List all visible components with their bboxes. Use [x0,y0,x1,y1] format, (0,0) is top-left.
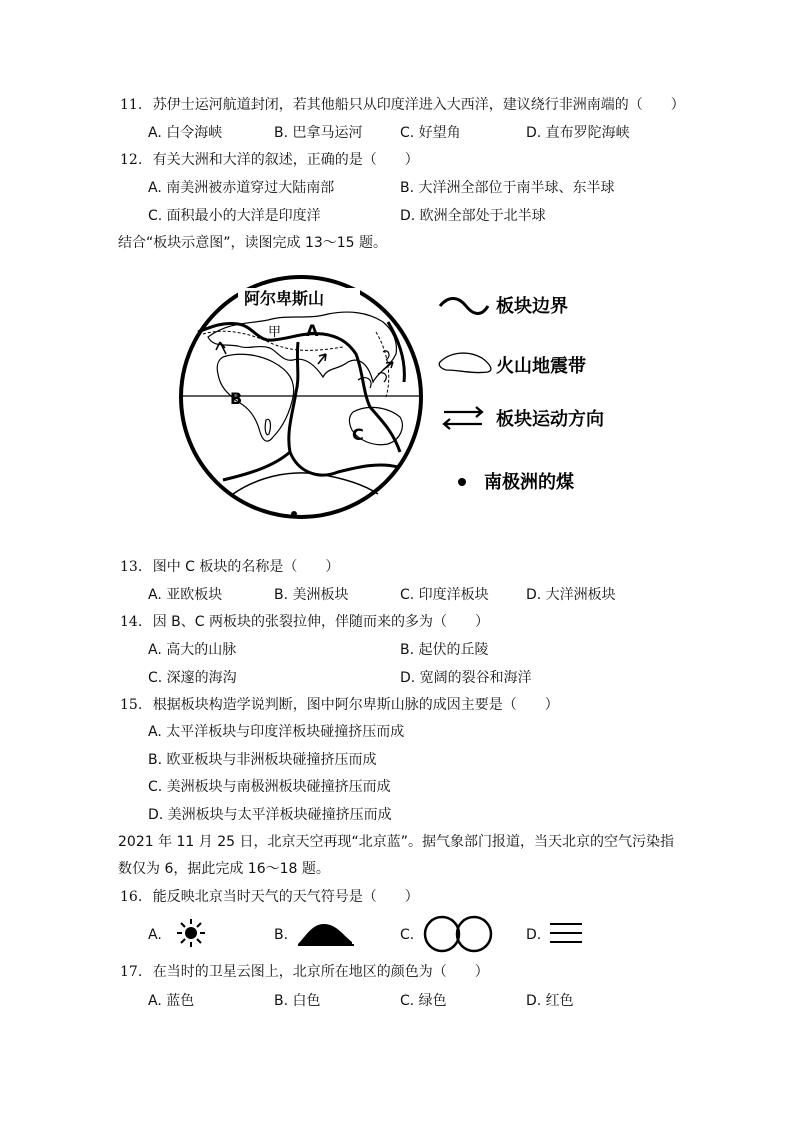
q17-option-b[interactable]: B. 白色 [274,993,321,1009]
q14-option-b[interactable]: B. 起伏的丘陵 [400,642,489,658]
label-a: A [306,321,319,340]
q16-option-d[interactable] [526,926,541,944]
q16-stem [120,888,419,906]
q11-option-d[interactable]: D. 直布罗陀海峡 [526,125,630,141]
q14-stem [120,613,489,631]
sandstorm-icon [296,920,356,948]
legend-arrow-left [444,419,482,429]
q14-option-a[interactable]: A. 高大的山脉 [148,642,237,658]
q16-option-a[interactable] [148,926,162,944]
q12-text: 有关大洲和大洋的叙述，正确的是（ ） [152,152,419,168]
legend-arrow-right [444,407,482,417]
q15-option-a[interactable]: A. 太平洋板块与印度洋板块碰撞挤压而成 [148,724,405,740]
legend-volcano-label: 火山地震带 [496,356,586,377]
q17-stem [120,963,489,981]
q11-option-c[interactable]: C. 好望角 [400,125,461,141]
q17-number: 17. [120,964,143,980]
q15-text: 根据板块构造学说判断，图中阿尔卑斯山脉的成因主要是（ ） [152,697,559,713]
q16-number: 16. [120,889,143,905]
q13-number: 13. [120,559,143,575]
q15-option-c[interactable]: C. 美洲板块与南极洲板块碰撞挤压而成 [148,779,391,795]
q11-number: 11. [120,97,143,113]
q17-option-c[interactable]: C. 绿色 [400,993,447,1009]
q16-option-b[interactable] [274,926,288,944]
q14-option-d[interactable]: D. 宽阔的裂谷和海洋 [400,670,532,686]
legend-volcano-symbol [439,353,491,372]
q16-text: 能反映北京当时天气的天气符号是（ ） [152,889,419,905]
q13-text: 图中 C 板块的名称是（ ） [152,559,340,575]
label-b: B [230,389,243,408]
q17-option-d[interactable]: D. 红色 [526,993,574,1009]
q16-option-c[interactable] [400,926,414,944]
intro-16-18-line2: 数仅为 6，据此完成 16～18 题。 [118,861,330,877]
plate-map-svg [178,262,638,532]
legend-boundary-symbol [440,299,488,314]
q11-text: 苏伊士运河航道封闭，若其他船只从印度洋进入大西洋，建议绕行非洲南端的（ ） [152,97,685,113]
q13-option-d[interactable]: D. 大洋洲板块 [526,587,616,603]
globe-outline [181,277,421,517]
label-jia: 甲 [268,325,282,340]
plate-map-figure [178,262,638,532]
fog-icon [548,920,584,946]
q16-option-a-label: A. [148,927,162,943]
legend-motion-label: 板块运动方向 [496,409,604,430]
q16-option-b-label: B. [274,927,289,943]
q17-option-a[interactable]: A. 蓝色 [148,993,195,1009]
q13-option-b[interactable]: B. 美洲板块 [274,587,349,603]
q12-option-b[interactable]: B. 大洋洲全部位于南半球、东半球 [400,180,615,196]
q15-option-b[interactable]: B. 欧亚板块与非洲板块碰撞挤压而成 [148,752,377,768]
legend-coal-dot [458,478,466,486]
q12-option-a[interactable]: A. 南美洲被赤道穿过大陆南部 [148,180,335,196]
q16-option-c-label: C. [400,927,415,943]
q15-stem [120,696,559,714]
q13-option-c[interactable]: C. 印度洋板块 [400,587,489,603]
intro-16-18-line1: 2021 年 11 月 25 日，北京天空再现“北京蓝”。据气象部门报道，当天北京的空气污染指 [118,834,675,850]
q11-option-a[interactable]: A. 白令海峡 [148,125,223,141]
intro-13-15: 结合“板块示意图”，读图完成 13～15 题。 [118,235,388,251]
q13-option-a[interactable]: A. 亚欧板块 [148,587,223,603]
sun-icon [174,918,208,948]
q11-option-b[interactable]: B. 巴拿马运河 [274,125,363,141]
q17-text: 在当时的卫星云图上，北京所在地区的颜色为（ ） [152,964,489,980]
legend-boundary-label: 板块边界 [496,296,568,317]
mountain-label: 阿尔卑斯山 [244,289,325,308]
q16-option-d-label: D. [526,927,542,943]
antarctica-coal-dot [291,511,297,517]
q12-option-c[interactable]: C. 面积最小的大洋是印度洋 [148,208,321,224]
q15-number: 15. [120,697,143,713]
q12-stem [120,151,419,169]
q11-stem [120,96,685,114]
q13-stem [120,558,339,576]
label-c: C [352,425,364,444]
q15-option-d[interactable]: D. 美洲板块与太平洋板块碰撞挤压而成 [148,807,392,823]
q14-option-c[interactable]: C. 深邃的海沟 [148,670,237,686]
q14-number: 14. [120,614,143,630]
q12-option-d[interactable]: D. 欧洲全部处于北半球 [400,208,546,224]
q14-text: 因 B、C 两板块的张裂拉伸，伴随而来的多为（ ） [152,614,489,630]
q12-number: 12. [120,152,143,168]
haze-icon [422,914,494,954]
legend-coal-label: 南极洲的煤 [484,472,574,493]
